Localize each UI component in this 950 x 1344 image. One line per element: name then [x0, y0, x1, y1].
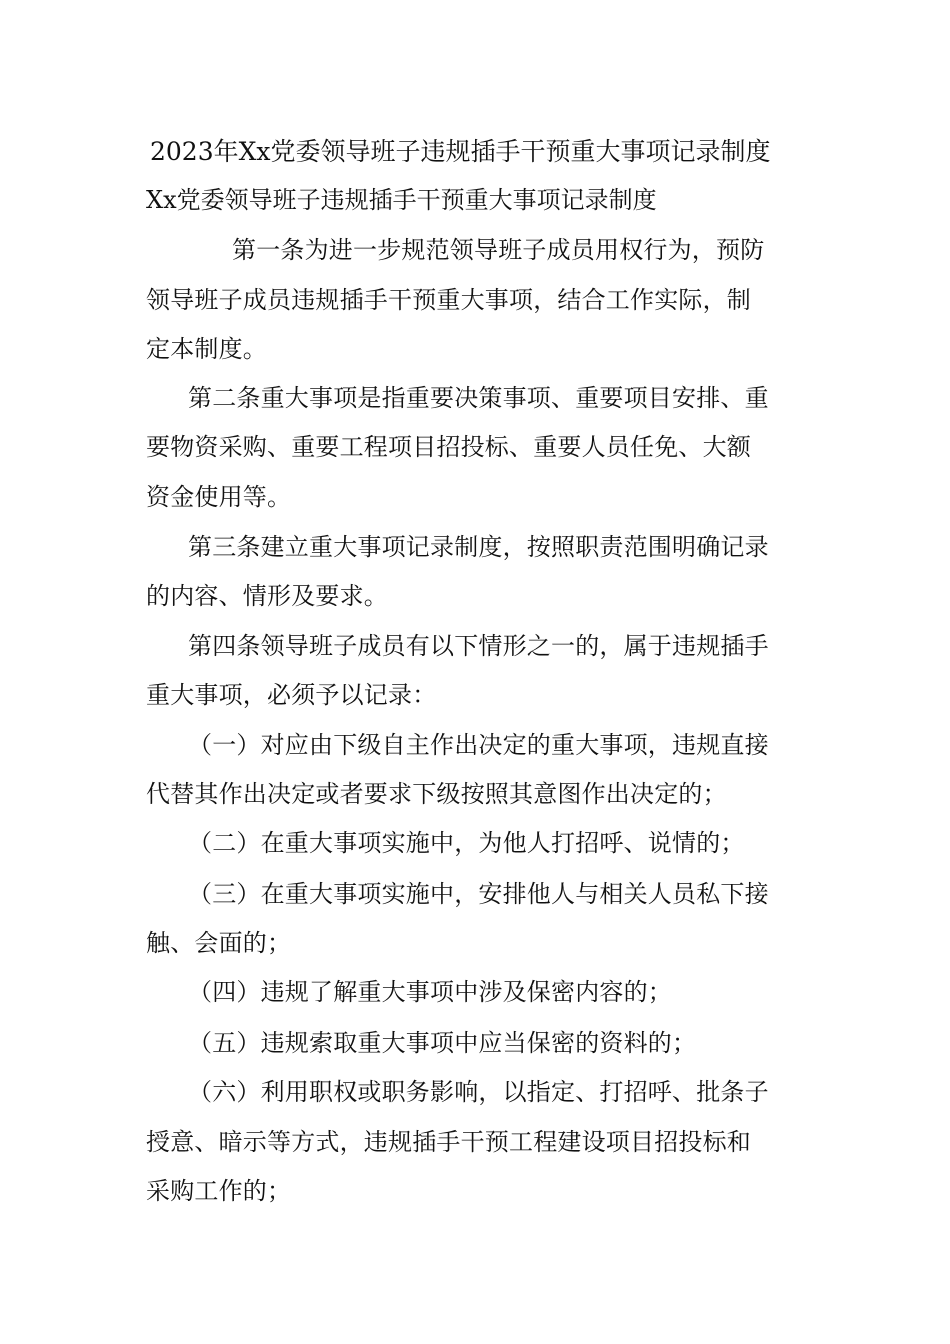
paragraph-line: 资金使用等。 — [146, 483, 292, 511]
paragraph-line: 触、会面的； — [146, 929, 292, 957]
paragraph-line: 重大事项，必须予以记录： — [146, 681, 437, 709]
paragraph-line: （二）在重大事项实施中，为他人打招呼、说情的； — [188, 829, 745, 857]
paragraph-line: 第一条为进一步规范领导班子成员用权行为，预防 — [232, 236, 765, 264]
paragraph-line: （四）违规了解重大事项中涉及保密内容的； — [188, 978, 672, 1006]
paragraph-line: 第二条重大事项是指重要决策事项、重要项目安排、重 — [188, 384, 769, 412]
document-title: 2023年Xx党委领导班子违规插手干预重大事项记录制度 — [150, 137, 771, 166]
paragraph-line: 领导班子成员违规插手干预重大事项，结合工作实际，制 — [146, 286, 751, 314]
paragraph-line: 第四条领导班子成员有以下情形之一的，属于违规插手 — [188, 632, 769, 660]
document-subtitle: Xx党委领导班子违规插手干预重大事项记录制度 — [146, 186, 657, 214]
paragraph-line: 授意、暗示等方式，违规插手干预工程建设项目招投标和 — [146, 1128, 751, 1156]
paragraph-line: 定本制度。 — [146, 335, 267, 363]
paragraph-line: 第三条建立重大事项记录制度，按照职责范围明确记录 — [188, 533, 769, 561]
paragraph-line: 要物资采购、重要工程项目招投标、重要人员任免、大额 — [146, 433, 751, 461]
paragraph-line: 采购工作的； — [146, 1177, 292, 1205]
paragraph-line: 代替其作出决定或者要求下级按照其意图作出决定的； — [146, 780, 727, 808]
paragraph-line: （五）违规索取重大事项中应当保密的资料的； — [188, 1029, 697, 1057]
paragraph-line: （三）在重大事项实施中，安排他人与相关人员私下接 — [188, 880, 769, 908]
paragraph-line: 的内容、情形及要求。 — [146, 582, 388, 610]
paragraph-line: （六）利用职权或职务影响，以指定、打招呼、批条子 — [188, 1078, 769, 1106]
paragraph-line: （一）对应由下级自主作出决定的重大事项，违规直接 — [188, 731, 769, 759]
